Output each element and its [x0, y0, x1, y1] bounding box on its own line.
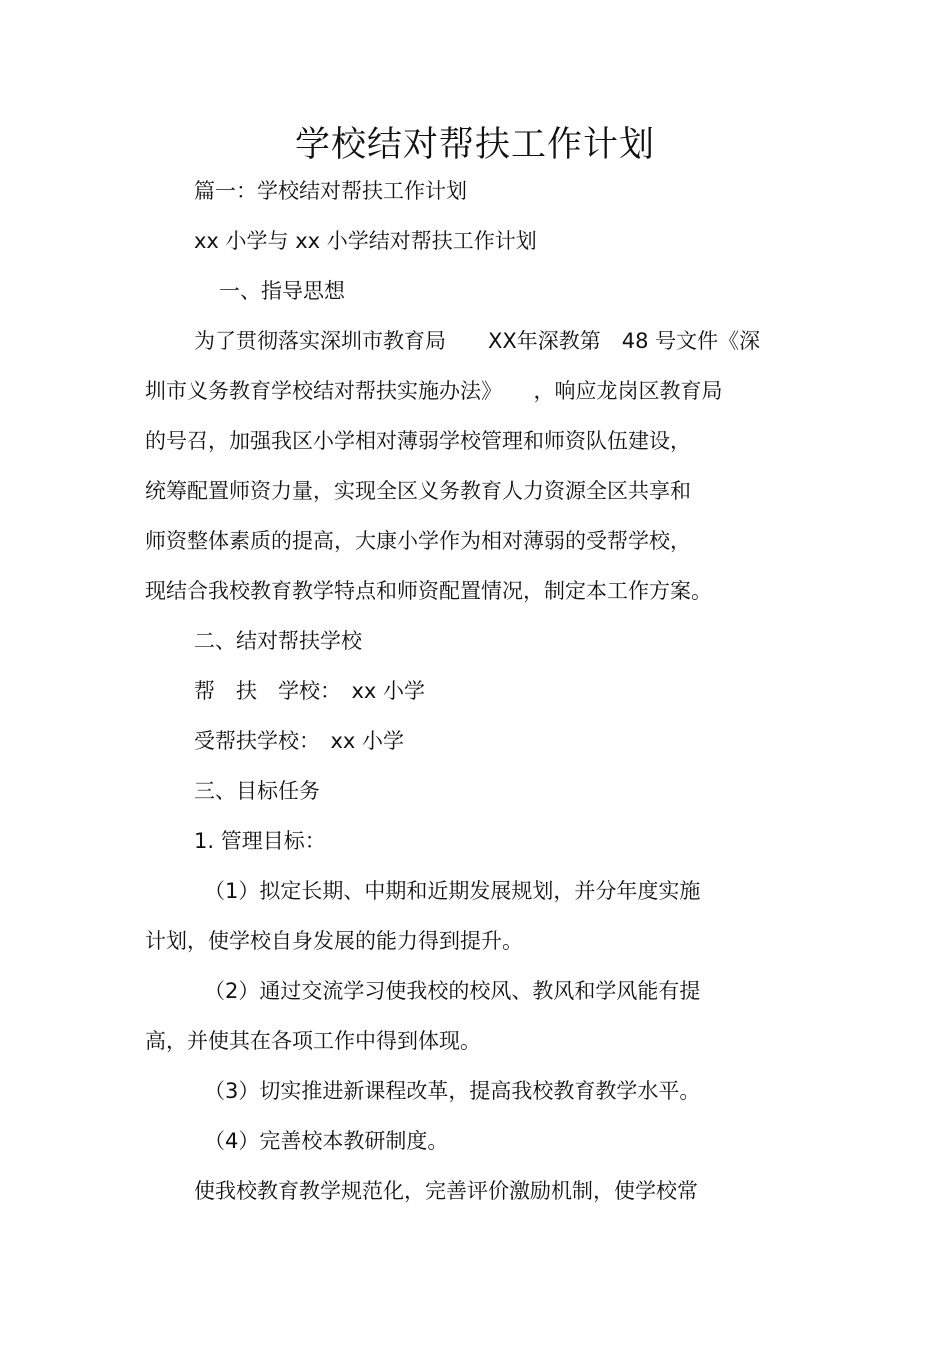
management-goals-heading: 1. 管理目标：	[194, 829, 326, 853]
document-title: 学校结对帮扶工作计划	[294, 125, 655, 165]
goal-item-2: （2）通过交流学习使我校的校风、教风和学风能有提	[204, 979, 701, 1003]
goal-item-1: （1）拟定长期、中期和近期发展规划，并分年度实施	[204, 879, 701, 903]
paragraph-line: 使我校教育教学规范化，完善评价激励机制，使学校常	[194, 1179, 698, 1203]
goal-item-2-cont: 高，并使其在各项工作中得到体现。	[145, 1029, 481, 1053]
paragraph-line: 的号召，加强我区小学相对薄弱学校管理和师资队伍建设，	[145, 429, 691, 453]
helping-school-line: 帮 扶 学校： xx 小学	[194, 679, 426, 703]
goal-item-3: （3）切实推进新课程改革，提高我校教育教学水平。	[204, 1079, 701, 1103]
goal-item-1-cont: 计划，使学校自身发展的能力得到提升。	[145, 929, 523, 953]
helped-school-line: 受帮扶学校： xx 小学	[194, 729, 405, 753]
paragraph-line: 师资整体素质的提高，大康小学作为相对薄弱的受帮学校，	[145, 529, 691, 553]
paragraph-line: 现结合我校教育教学特点和师资配置情况，制定本工作方案。	[145, 579, 712, 603]
paragraph-line: 为了贯彻落实深圳市教育局 XX年深教第 48 号文件《深	[194, 329, 761, 353]
paragraph-line: 圳市义务教育学校结对帮扶实施办法》 ，响应龙岗区教育局	[145, 379, 723, 403]
heading-paired-schools: 二、结对帮扶学校	[194, 629, 362, 653]
subtitle-line: xx 小学与 xx 小学结对帮扶工作计划	[194, 229, 537, 253]
heading-goals: 三、目标任务	[194, 779, 320, 803]
section-heading-part1: 篇一：学校结对帮扶工作计划	[194, 179, 467, 203]
goal-item-4: （4）完善校本教研制度。	[204, 1129, 449, 1153]
paragraph-line: 统筹配置师资力量，实现全区义务教育人力资源全区共享和	[145, 479, 691, 503]
heading-guiding-ideology: 一、指导思想	[219, 279, 345, 303]
